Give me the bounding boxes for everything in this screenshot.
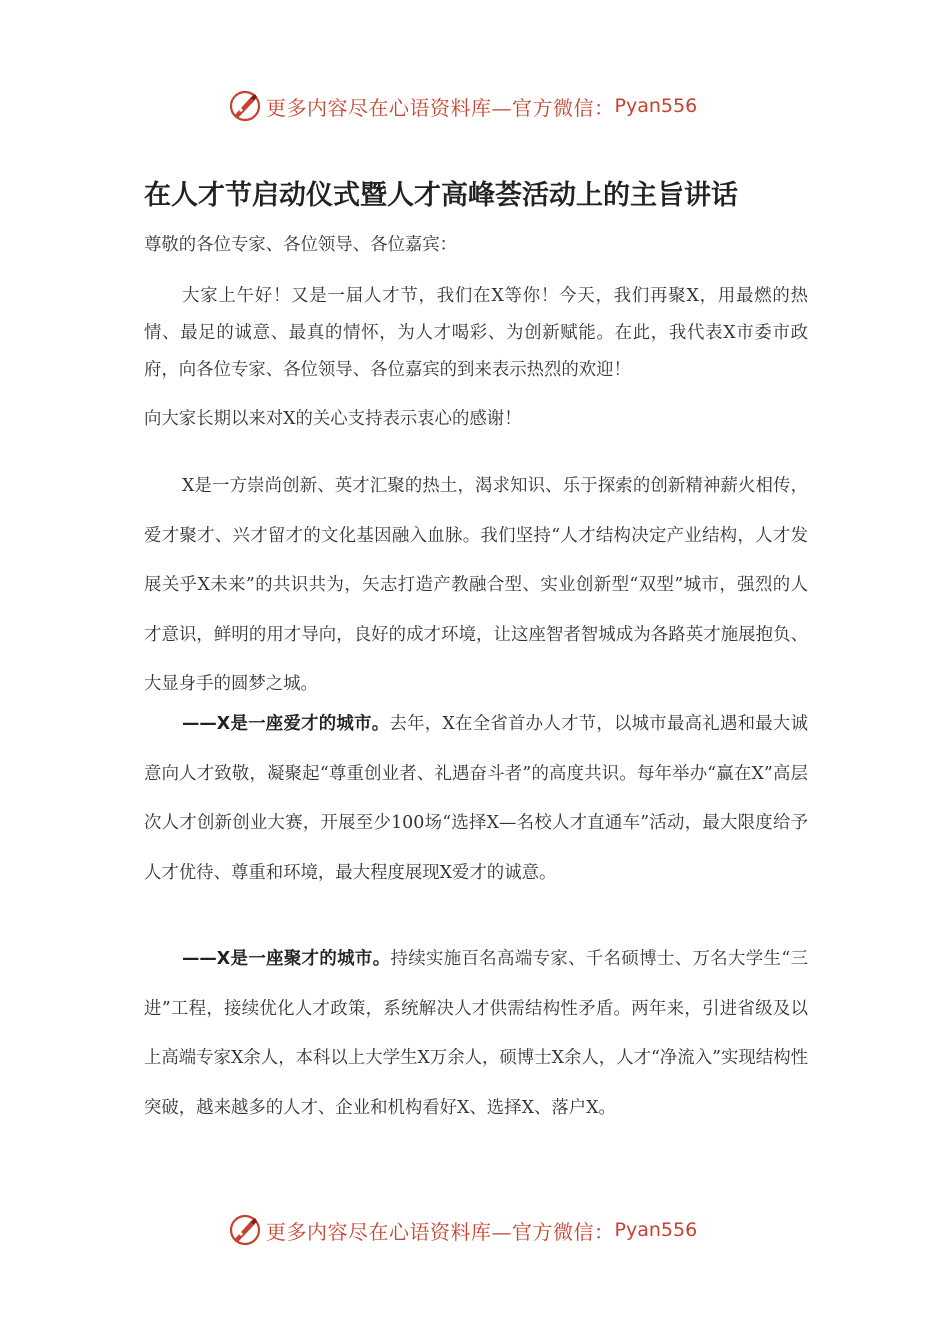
paragraph-greeting: 大家上午好！又是一届人才节，我们在X等你！今天，我们再聚X，用最燃的热情、最足的诚意、最真的情怀，为人才喝彩、为创新赋能。在此，我代表X市委市政府，向各位专家、各位领导、各位嘉宾的到来表示热烈的欢迎！: [144, 286, 808, 380]
paragraph-gather-talent: [144, 935, 808, 1133]
paragraph-city-intro: X是一方崇尚创新、英才汇聚的热土，渴求知识、乐于探索的创新精神薪火相传，爱才聚才、兴才留才的文化基因融入血脉。我们坚持“人才结构决定产业结构，人才发展关乎X未来”的共识共为，矢志打造产教融合型、实业创新型“双型”城市，强烈的人才意识，鲜明的用才导向，良好的成才环境，让这座智者智城成为各路英才施展抱负、大显身手的圆梦之城。: [144, 476, 808, 694]
document-title: 在人才节启动仪式暨人才高峰荟活动上的主旨讲话: [144, 180, 738, 211]
paragraph-love-talent-body: 去年，X在全省首办人才节，以城市最高礼遇和最大诚意向人才致敬，凝聚起“尊重创业者、礼遇奋斗者”的高度共识。每年举办“赢在X”高层次人才创新创业大赛，开展至少100场“选择X—名校人才直通车”活动，最大限度给予人才优待、尊重和环境，最大程度展现X爱才的诚意。: [144, 714, 808, 883]
paragraph-gather-talent-body: 持续实施百名高端专家、千名硕博士、万名大学生“三进”工程，接续优化人才政策，系统解决人才供需结构性矛盾。两年来，引进省级及以上高端专家X余人，本科以上大学生X万余人，硕博士X余人，人才“净流入”实现结构性突破，越来越多的人才、企业和机构看好X、选择X、落户X。: [144, 949, 808, 1118]
watermark-header: [228, 86, 697, 126]
pen-nib-logo-icon: [228, 1213, 262, 1247]
watermark-wechat-id: Pyan556: [614, 95, 698, 117]
pen-nib-logo-icon: [228, 89, 262, 123]
section-lead-gather-talent: ——X是一座聚才的城市。: [182, 949, 391, 969]
watermark-wechat-id: Pyan556: [614, 1219, 698, 1241]
watermark-text: 更多内容尽在心语资料库—官方微信：: [266, 1219, 615, 1244]
section-lead-love-talent: ——X是一座爱才的城市。: [182, 714, 390, 734]
paragraph-thanks: 向大家长期以来对X的关心支持表示衷心的感谢！: [144, 409, 522, 429]
paragraph-love-talent: [144, 700, 808, 898]
watermark-footer: [228, 1210, 697, 1250]
watermark-text: 更多内容尽在心语资料库—官方微信：: [266, 95, 615, 120]
salutation: 尊敬的各位专家、各位领导、各位嘉宾：: [144, 235, 458, 255]
